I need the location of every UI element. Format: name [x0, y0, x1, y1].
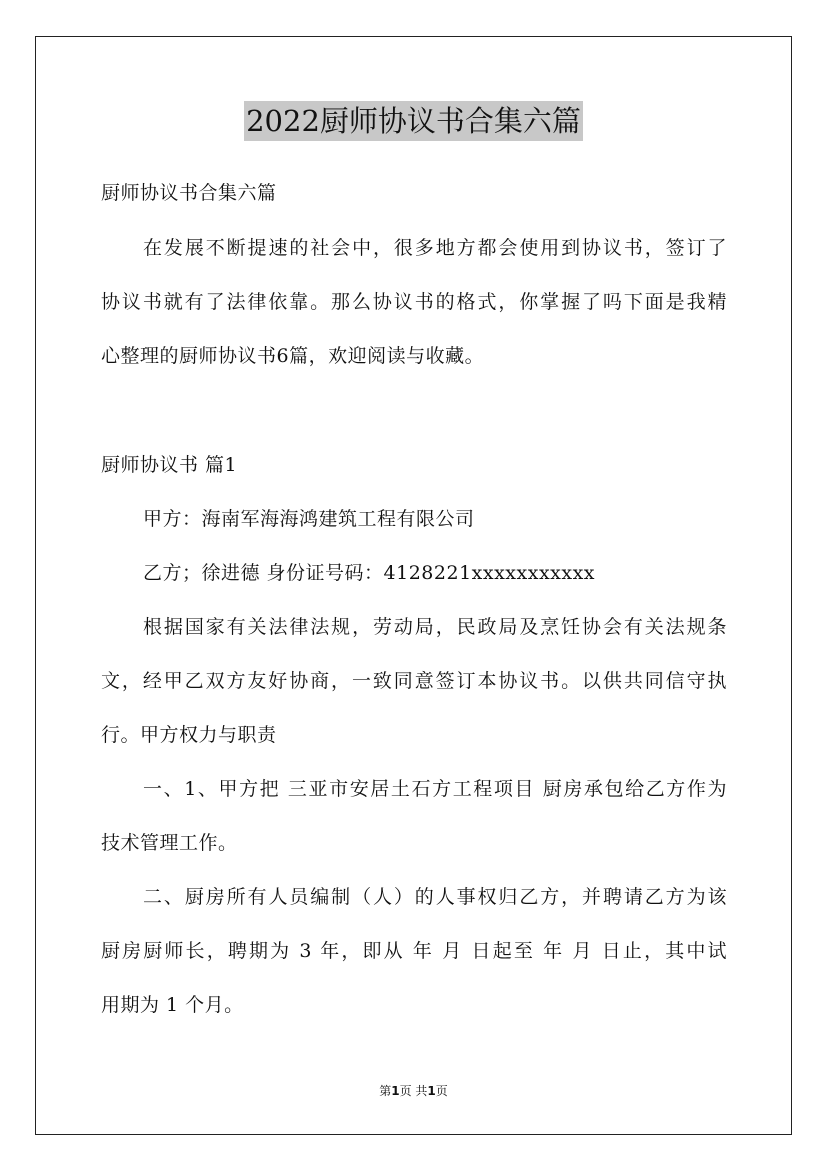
intro-line-1: 在发展不断提速的社会中，很多地方都会使用到协议书，签订了 [143, 237, 727, 259]
clause1-line-1: 一、1、甲方把 三亚市安居土石方工程项目 厨房承包给乙方作为 [143, 778, 727, 800]
footer-total-pages: 1 [427, 1084, 436, 1098]
intro-line-2: 协议书就有了法律依靠。那么协议书的格式，你掌握了吗下面是我精 [101, 291, 727, 313]
party-a: 甲方：海南军海海鸿建筑工程有限公司 [143, 508, 475, 530]
section-heading: 厨师协议书 篇1 [101, 454, 238, 476]
basis-line-1: 根据国家有关法律法规，劳动局，民政局及烹饪协会有关法规条 [143, 616, 727, 638]
clause2-line-2: 厨房厨师长，聘期为 3 年，即从 年 月 日起至 年 月 日止，其中试 [101, 940, 727, 962]
subtitle: 厨师协议书合集六篇 [101, 182, 277, 204]
clause1-line-2: 技术管理工作。 [101, 832, 238, 854]
party-b: 乙方；徐进德 身份证号码：4128221xxxxxxxxxxx [143, 562, 596, 584]
footer-suffix: 页 [435, 1084, 448, 1098]
footer-mid: 页 共 [399, 1084, 428, 1098]
footer-prefix: 第 [379, 1084, 392, 1098]
document-title: 2022厨师协议书合集六篇 [244, 101, 583, 141]
page-footer [0, 1083, 827, 1099]
intro-line-3: 心整理的厨师协议书6篇，欢迎阅读与收藏。 [101, 345, 485, 367]
document-title-wrap [0, 101, 827, 141]
footer-page-number: 1 [391, 1084, 400, 1098]
clause2-line-3: 用期为 1 个月。 [101, 994, 244, 1016]
basis-line-3: 行。甲方权力与职责 [101, 724, 277, 746]
clause2-line-1: 二、厨房所有人员编制（人）的人事权归乙方，并聘请乙方为该 [143, 886, 727, 908]
basis-line-2: 文，经甲乙双方友好协商，一致同意签订本协议书。以供共同信守执 [101, 670, 727, 692]
